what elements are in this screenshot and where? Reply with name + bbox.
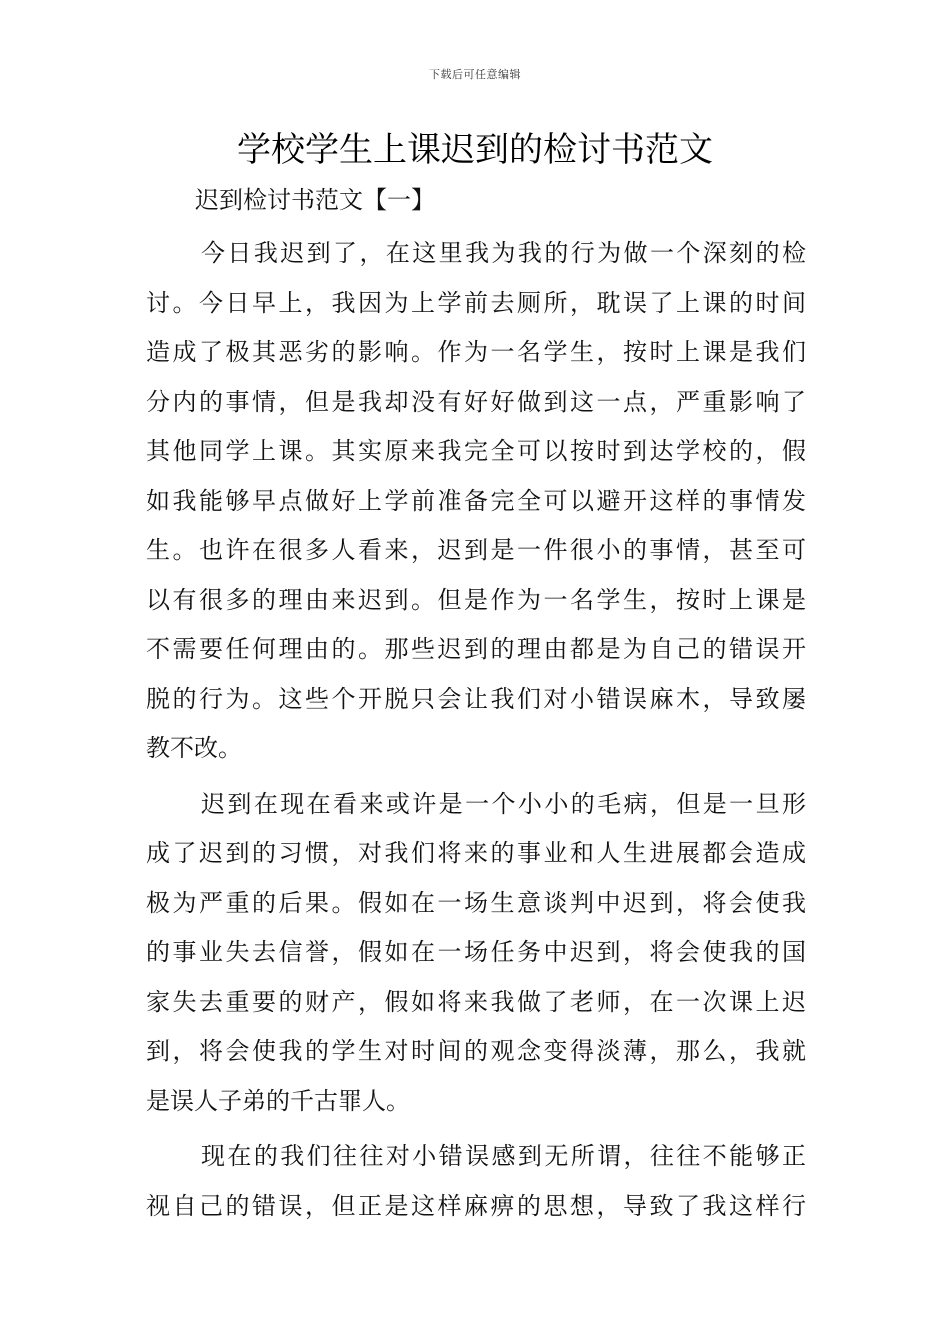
paragraph-1 [146,229,806,774]
text-line: 的事业失去信誉，假如在一场任务中迟到，将会使我的国 [146,938,806,966]
text-line: 现在的我们往往对小错误感到无所谓，往往不能够正 [201,1142,806,1170]
text-line: 以有很多的理由来迟到。但是作为一名学生，按时上课是 [146,585,806,614]
paragraph-2 [146,780,806,1127]
body-text [146,229,806,1231]
text-line: 到，将会使我的学生对时间的观念变得淡薄，那么，我就 [146,1037,806,1065]
text-line: 不需要任何理由的。那些迟到的理由都是为自己的错误开 [146,635,806,663]
text-line: 成了迟到的习惯，对我们将来的事业和人生进展都会造成 [146,839,806,867]
text-line: 教不改。 [146,734,242,762]
text-line: 讨。今日早上，我因为上学前去厕所，耽误了上课的时间 [146,288,806,317]
text-line: 迟到在现在看来或许是一个小小的毛病，但是一旦形 [201,789,806,818]
text-line: 脱的行为。这些个开脱只会让我们对小错误麻木，导致屡 [146,684,806,713]
text-line: 是误人子弟的千古罪人。 [146,1086,410,1115]
text-line: 极为严重的后果。假如在一场生意谈判中迟到，将会使我 [146,888,806,917]
text-line: 生。也许在很多人看来，迟到是一件很小的事情，甚至可 [146,536,806,564]
document-title: 学校学生上课迟到的检讨书范文 [237,130,713,170]
header-note: 下载后可任意编辑 [429,68,521,81]
section-subtitle: 迟到检讨书范文【一】 [195,186,435,214]
text-line: 其他同学上课。其实原来我完全可以按时到达学校的，假 [146,437,806,465]
text-line: 分内的事情，但是我却没有好好做到这一点，严重影响了 [146,387,806,416]
text-line: 视自己的错误，但正是这样麻痹的思想，导致了我这样行 [146,1191,806,1220]
paragraph-3 [146,1132,806,1231]
text-line: 如我能够早点做好上学前准备完全可以避开这样的事情发 [146,486,806,515]
text-line: 今日我迟到了，在这里我为我的行为做一个深刻的检 [201,239,806,267]
text-line: 家失去重要的财产，假如将来我做了老师，在一次课上迟 [146,987,806,1016]
text-line: 造成了极其恶劣的影响。作为一名学生，按时上课是我们 [146,338,806,366]
